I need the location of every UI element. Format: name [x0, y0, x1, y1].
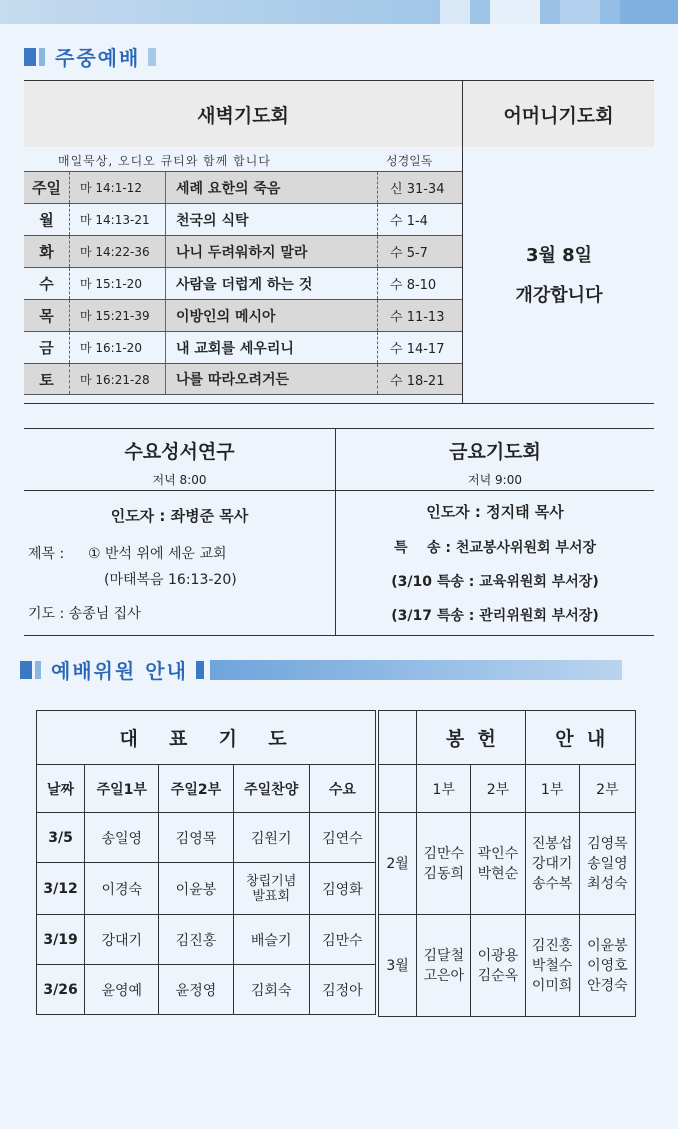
sub-col-header: 1부 — [417, 765, 471, 813]
dawn-ref-cell: 마 14:13-21 — [70, 204, 166, 235]
name-cell: 창립기념 발표회 — [233, 863, 309, 915]
name-cell: 윤정영 — [159, 965, 233, 1015]
dawn-bible-cell: 수 18-21 — [390, 373, 445, 389]
wednesday-topic: ① 반석 위에 세운 교회 — [88, 546, 227, 562]
dawn-prayer-table — [24, 80, 654, 404]
dawn-prayer-section — [24, 81, 462, 403]
prayer-committee-table — [36, 710, 376, 1015]
dawn-day-cell: 수 — [24, 268, 70, 299]
table-row — [37, 863, 376, 915]
divider — [24, 490, 335, 491]
date-cell: 3/5 — [37, 813, 85, 863]
date-cell: 3/26 — [37, 965, 85, 1015]
friday-prayer — [336, 429, 654, 635]
month-cell: 2월 — [379, 813, 417, 915]
col-header: 날짜 — [37, 765, 85, 813]
prayer-rows — [37, 813, 376, 1015]
mothers-prayer-title: 어머니기도회 — [463, 81, 654, 147]
dawn-rows — [24, 171, 462, 395]
bullet-square-icon — [148, 48, 156, 66]
dawn-title-cell: 천국의 식탁 — [166, 204, 378, 235]
dawn-day-cell: 월 — [24, 204, 70, 235]
dawn-bible-cell: 수 5-7 — [390, 246, 428, 261]
dawn-bible-cell: 수 14-17 — [390, 342, 445, 357]
name-cell: 이윤봉 — [159, 863, 233, 915]
dawn-row — [24, 171, 462, 203]
table-row — [379, 915, 636, 1017]
dawn-prayer-title: 새벽기도회 — [24, 81, 462, 147]
table-row — [37, 813, 376, 863]
name-cell: 진봉섭 강대기 송수복 — [525, 813, 579, 915]
name-cell: 윤영예 — [85, 965, 159, 1015]
dawn-row — [24, 267, 462, 299]
col-header: 주일찬양 — [233, 765, 309, 813]
prayer-header: 대 표 기 도 — [37, 711, 376, 765]
mothers-prayer-note: 개강합니다 — [515, 285, 603, 306]
dawn-day-cell: 목 — [24, 300, 70, 331]
friday-special: 특 송 : 천교봉사위원회 부서장 — [393, 540, 596, 556]
dawn-ref-cell: 마 15:1-20 — [70, 268, 166, 299]
sub-col-header: 1부 — [525, 765, 579, 813]
name-cell: 송일영 — [85, 813, 159, 863]
name-cell: 김연수 — [309, 813, 375, 863]
banner-block — [560, 0, 600, 24]
name-cell: 김영목 송일영 최성숙 — [579, 813, 635, 915]
dawn-title-cell: 내 교회를 세우리니 — [166, 332, 378, 363]
name-cell: 김회숙 — [233, 965, 309, 1015]
midweek-services — [24, 428, 654, 636]
banner-block — [440, 0, 470, 24]
bible-reading-header: 성경일독 — [386, 154, 433, 168]
month-cell: 3월 — [379, 915, 417, 1017]
name-cell: 김만수 김동희 — [417, 813, 471, 915]
name-cell: 김영화 — [309, 863, 375, 915]
blank-cell — [379, 765, 417, 813]
name-cell: 배슬기 — [233, 915, 309, 965]
banner-block — [620, 0, 678, 24]
dawn-row — [24, 299, 462, 331]
dawn-row — [24, 203, 462, 235]
dawn-title-cell: 이방인의 메시아 — [166, 300, 378, 331]
table-row — [37, 965, 376, 1015]
bullet-square-icon — [20, 661, 32, 679]
friday-title: 금요기도회 — [449, 441, 541, 463]
sub-col-header: 2부 — [579, 765, 635, 813]
name-cell: 곽인수 박현순 — [471, 813, 525, 915]
friday-special-2: (3/10 특송 : 교육위원회 부서장) — [391, 574, 599, 590]
mothers-prayer-section — [462, 81, 654, 403]
name-cell: 김진홍 — [159, 915, 233, 965]
dawn-bible-cell: 수 11-13 — [390, 310, 445, 325]
dawn-title-cell: 세례 요한의 죽음 — [166, 172, 378, 203]
dawn-bible-cell: 수 1-4 — [390, 214, 428, 229]
dawn-ref-cell: 마 16:1-20 — [70, 332, 166, 363]
dawn-title-cell: 나를 따라오려거든 — [166, 364, 378, 394]
friday-special-3: (3/17 특송 : 관리위원회 부서장) — [391, 608, 599, 624]
table-row — [37, 915, 376, 965]
month-rows — [379, 813, 636, 1017]
dawn-title-cell: 나니 두려워하지 말라 — [166, 236, 378, 267]
section-title-weekday — [24, 42, 156, 71]
wednesday-study — [24, 429, 336, 635]
date-cell: 3/12 — [37, 863, 85, 915]
dawn-subtitle: 매일묵상, 오디오 큐티와 함께 합니다 — [58, 154, 271, 168]
name-cell: 강대기 — [85, 915, 159, 965]
name-cell: 이윤봉 이영호 안경숙 — [579, 915, 635, 1017]
section-title-text: 예배위원 안내 — [51, 659, 188, 683]
dawn-title-cell: 사람을 더럽게 하는 것 — [166, 268, 378, 299]
dawn-row — [24, 331, 462, 363]
bullet-square-icon — [196, 661, 204, 679]
wednesday-prayer: 기도 : 송종님 집사 — [28, 606, 141, 622]
friday-leader: 인도자 : 정지태 목사 — [426, 503, 564, 521]
dawn-day-cell: 주일 — [24, 172, 70, 203]
col-header: 주일1부 — [85, 765, 159, 813]
dawn-day-cell: 토 — [24, 364, 70, 394]
dawn-day-cell: 화 — [24, 236, 70, 267]
name-cell: 김달철 고은아 — [417, 915, 471, 1017]
section-title-text: 주중예배 — [55, 46, 141, 70]
wednesday-topic-label: 제목 : — [28, 546, 65, 562]
name-cell: 이경숙 — [85, 863, 159, 915]
date-cell: 3/19 — [37, 915, 85, 965]
dawn-ref-cell: 마 16:21-28 — [70, 364, 166, 394]
wednesday-leader: 인도자 : 좌병준 목사 — [110, 507, 249, 525]
friday-time: 저녁 9:00 — [468, 473, 522, 487]
bullet-square-icon — [39, 48, 45, 66]
divider — [336, 490, 654, 491]
dawn-bible-cell: 수 8-10 — [390, 278, 437, 293]
name-cell: 김진홍 박철수 이미희 — [525, 915, 579, 1017]
dawn-row — [24, 235, 462, 267]
name-cell: 김영목 — [159, 813, 233, 863]
dawn-ref-cell: 마 14:1-12 — [70, 172, 166, 203]
wednesday-topic-ref: (마태복음 16:13-20) — [104, 572, 237, 588]
dawn-day-cell: 금 — [24, 332, 70, 363]
top-banner — [0, 0, 678, 24]
offering-header: 봉 헌 — [417, 711, 525, 765]
dawn-subheader — [24, 147, 462, 171]
blank-cell — [379, 711, 417, 765]
name-cell: 이광용 김순옥 — [471, 915, 525, 1017]
sub-col-header: 2부 — [471, 765, 525, 813]
dawn-row — [24, 363, 462, 395]
wednesday-title: 수요성서연구 — [124, 441, 235, 463]
mothers-prayer-date: 3월 8일 — [525, 245, 593, 266]
section-title-committee — [20, 655, 622, 684]
bullet-square-icon — [24, 48, 36, 66]
name-cell: 김정아 — [309, 965, 375, 1015]
col-header: 수요 — [309, 765, 375, 813]
title-bar — [210, 660, 622, 680]
name-cell: 김원기 — [233, 813, 309, 863]
offering-guide-table — [378, 710, 636, 1017]
dawn-ref-cell: 마 15:21-39 — [70, 300, 166, 331]
dawn-ref-cell: 마 14:22-36 — [70, 236, 166, 267]
dawn-bible-cell: 신 31-34 — [390, 182, 445, 197]
name-cell: 김만수 — [309, 915, 375, 965]
table-row — [379, 813, 636, 915]
col-header: 주일2부 — [159, 765, 233, 813]
wednesday-time: 저녁 8:00 — [152, 473, 207, 487]
banner-block — [490, 0, 540, 24]
guide-header: 안 내 — [525, 711, 635, 765]
bullet-square-icon — [35, 661, 41, 679]
